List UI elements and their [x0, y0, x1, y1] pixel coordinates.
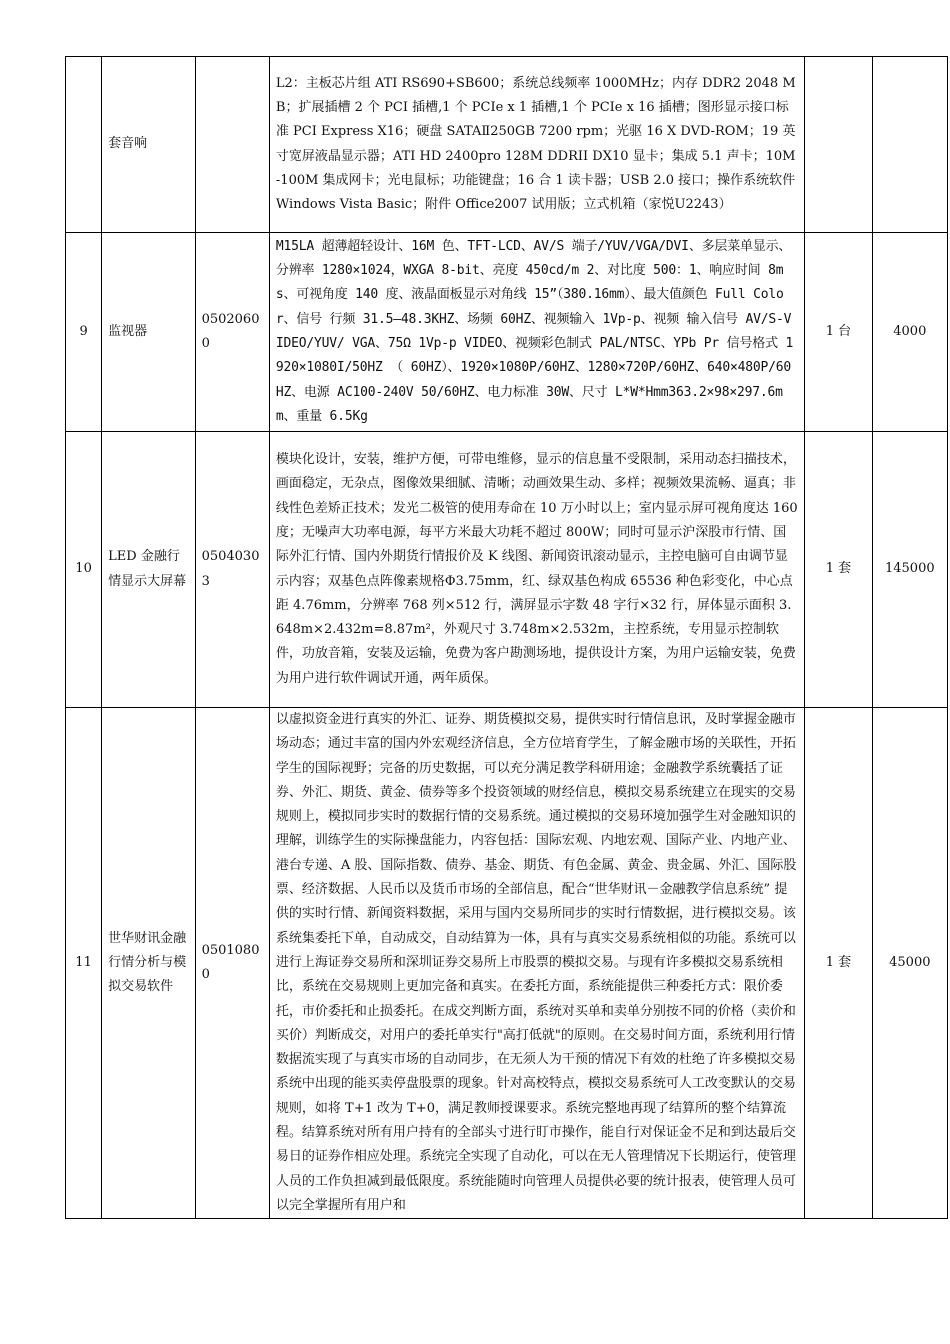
item-quantity	[805, 57, 872, 233]
item-code: 05040303	[195, 432, 269, 708]
item-price: 45000	[872, 708, 947, 1219]
item-name: LED 金融行情显示大屏幕	[102, 432, 195, 708]
table-row	[66, 708, 948, 1219]
item-name: 世华财讯金融行情分析与模拟交易软件	[102, 708, 195, 1219]
item-price	[872, 57, 947, 233]
table-row	[66, 432, 948, 708]
item-description	[269, 708, 804, 1219]
item-description	[269, 432, 804, 708]
item-code: 05010800	[195, 708, 269, 1219]
item-name: 监视器	[102, 233, 195, 432]
item-quantity: 1 套	[805, 432, 872, 708]
item-code	[195, 57, 269, 233]
item-quantity: 1 台	[805, 233, 872, 432]
item-description	[269, 233, 804, 432]
item-price: 4000	[872, 233, 947, 432]
document-page	[65, 56, 948, 1219]
table-row	[66, 57, 948, 233]
item-quantity: 1 套	[805, 708, 872, 1219]
row-number	[66, 57, 102, 233]
row-number: 9	[66, 233, 102, 432]
row-number: 11	[66, 708, 102, 1219]
item-description-text: 以虚拟资金进行真实的外汇、证券、期货模拟交易，提供实时行情信息讯，及时掌握金融市场动态；通过丰富的国内外宏观经济信息，全方位培育学生，了解金融市场的关联性，开拓学生的国际视野；完备的历史数据，可以充分满足教学科研用途；金融教学系统囊括了证券、外汇、期货、黄金、债券等多个投资领域的财经信息，模拟交易系统建立在现实的交易规则上，模拟同步实时的数据行情的交易系统。通过模拟的交易环境加强学生对金融知识的理解，训练学生的实际操盘能力，内容包括：国际宏观、内地宏观、国际产业、内地产业、港台专递、A 股、国际指数、债券、基金、期货、有色金属、黄金、贵金属、外汇、国际股票、经济数据、人民币以及货币市场的全部信息，配合“世华财讯－金融教学信息系统” 提供的实时行情、新闻资料数据，采用与国内交易所同步的实时行情数据，进行模拟交易。该系统集委托下单，自动成交，自动结算为一体，具有与真实交易系统相似的功能。系统可以进行上海证券交易所和深圳证券交易所上市股票的模拟交易。与现有许多模拟交易系统相比，系统在交易规则上更加完备和真实。在委托方面，系统能提供三种委托方式：限价委托，市价委托和止损委托。在成交判断方面，系统对买单和卖单分别按不同的价格（卖价和买价）判断成交，对用户的委托单实行"高打低就"的原则。在交易时间方面，系统利用行情数据流实现了与真实市场的自动同步，在无须人为干预的情况下有效的杜绝了许多模拟交易系统中出现的能买卖停盘股票的现象。针对高校特点，模拟交易系统可人工改变默认的交易规则，如将 T+1 改为 T+0，满足教师授课要求。系统完整地再现了结算所的整个结算流程。结算系统对所有用户持有的全部头寸进行盯市操作，能自行对保证金不足和到达最后交易日的证券作相应处理。系统完全实现了自动化，可以在无人管理情况下长期运行，使管理人员的工作负担减到最低限度。系统能随时向管理人员提供必要的统计报表，使管理人员可以完全掌握所有用户和	[275, 712, 797, 1213]
item-description-text: 模块化设计，安装，维护方便，可带电维修，显示的信息量不受限制，采用动态扫描技术，画面稳定，无杂点，图像效果细腻、清晰；动画效果生动、多样；视频效果流畅、逼真；非线性色差矫正技术；发光二极管的使用寿命在 10 万小时以上；室内显示屏可视角度达 160 度；无噪声大功率电源，每平方米最大功耗不超过 800W；同时可显示沪深股市行情、国际外汇行情、国内外期货行情报价及 K 线图、新闻资讯滚动显示，主控电脑可自由调节显示内容；双基色点阵像素规格Φ3.75mm，红、绿双基色构成 65536 种色彩变化，中心点距 4.76mm，分辨率 768 列×512 行，满屏显示字数 48 字行×32 行，屏体显示面积 3.648m×2.432m=8.87m²，外观尺寸 3.748m×2.532m，主控系统，专用显示控制软件，功放音箱，安装及运输，免费为客户勘测场地，提供设计方案，为用户运输安装，免费为用户进行软件调试开通，两年质保。	[275, 452, 802, 686]
item-price: 145000	[872, 432, 947, 708]
table-row	[66, 233, 948, 432]
item-description-text: M15LA 超薄超轻设计、16M 色、TFT-LCD、AV/S 端子/YUV/VGA/DVI、多层菜单显示、分辨率 1280×1024，WXGA 8-bit、亮度 450cd/m 2、对比度 500：1、响应时间 8ms、可视角度 140 度、液晶面板显示对角线 15”（380.16mm）、最大值颜色 Full Color、信号 行频 31.5—48.3KHZ、场频 60HZ、视频输入 1Vp-p、视频 输入信号 AV/S-VIDEO/YUV/ VGA、75Ω 1Vp-p VIDEO、视频彩色制式 PAL/NTSC、YPb Pr 信号格式 1920×1080I/50HZ （ 60HZ）、1920×1080P/60HZ、1280×720P/60HZ、640×480P/60HZ、电源 AC100-240V 50/60HZ、电力标准 30W、尺寸 L*W*Hmm363.2×98×297.6mm、重量 6.5Kg	[275, 238, 794, 424]
item-code: 05020600	[195, 233, 269, 432]
item-description	[269, 57, 804, 233]
item-description-text: L2：主板芯片组 ATI RS690+SB600；系统总线频率 1000MHz；内存 DDR2 2048 MB；扩展插槽 2 个 PCI 插槽,1 个 PCIe x 1 插槽,1 个 PCIe x 16 插槽；图形显示接口标准 PCI Express X16；硬盘 SATAⅡ250GB 7200 rpm；光驱 16 X DVD-ROM；19 英寸宽屏液晶显示器；ATI HD 2400pro 128M DDRII DX10 显卡；集成 5.1 声卡；10M-100M 集成网卡；光电鼠标；功能键盘；16 合 1 读卡器；USB 2.0 接口；操作系统软件 Windows Vista Basic；附件 Office2007 试用版；立式机箱（家悦U2243）	[275, 75, 800, 213]
equipment-spec-table	[65, 56, 948, 1219]
row-number: 10	[66, 432, 102, 708]
item-name: 套音响	[102, 57, 195, 233]
